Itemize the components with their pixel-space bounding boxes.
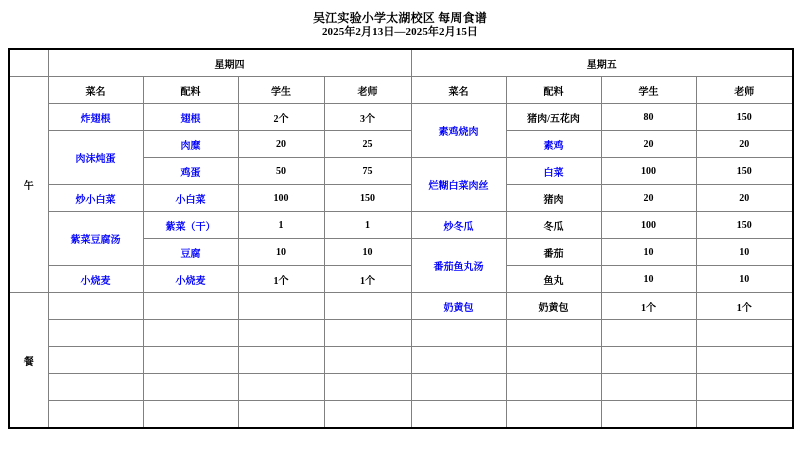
- day-header-row: [9, 49, 793, 77]
- cell-dish-thursday: [48, 374, 143, 401]
- cell-student-qty-thursday: 1: [238, 212, 324, 239]
- cell-dish-thursday: 肉沫炖蛋: [48, 131, 143, 185]
- cell-teacher-qty-friday: 10: [696, 266, 793, 293]
- cell-student-qty-thursday: 2个: [238, 104, 324, 131]
- cell-ingredient-friday: 奶黄包: [506, 293, 601, 320]
- cell-student-qty-friday: [601, 347, 696, 374]
- cell-dish-friday: 番茄鱼丸汤: [411, 239, 506, 293]
- cell-ingredient-thursday: [143, 374, 238, 401]
- date-range: 2025年2月13日—2025年2月15日: [321, 26, 479, 38]
- day-header-thursday: 星期四: [48, 49, 411, 77]
- cell-teacher-qty-friday: [696, 347, 793, 374]
- cell-dish-thursday: 炸翅根: [48, 104, 143, 131]
- cell-teacher-qty-friday: 150: [696, 104, 793, 131]
- cell-dish-friday: [411, 401, 506, 429]
- cell-student-qty-thursday: 20: [238, 131, 324, 158]
- cell-dish-thursday: [48, 320, 143, 347]
- cell-ingredient-friday: 素鸡: [506, 131, 601, 158]
- cell-teacher-qty-thursday: 25: [324, 131, 411, 158]
- cell-ingredient-thursday: 翅根: [143, 104, 238, 131]
- cell-dish-friday: 奶黄包: [411, 293, 506, 320]
- cell-student-qty-thursday: 100: [238, 185, 324, 212]
- cell-dish-friday: [411, 320, 506, 347]
- col-header-thursday-student: 学生: [238, 77, 324, 104]
- cell-teacher-qty-thursday: 10: [324, 239, 411, 266]
- cell-ingredient-friday: 番茄: [506, 239, 601, 266]
- cell-ingredient-friday: 鱼丸: [506, 266, 601, 293]
- cell-student-qty-thursday: [238, 293, 324, 320]
- table-row: [9, 347, 793, 374]
- cell-student-qty-friday: [601, 374, 696, 401]
- cell-student-qty-friday: 20: [601, 131, 696, 158]
- cell-ingredient-thursday: [143, 347, 238, 374]
- table-row: [9, 374, 793, 401]
- cell-ingredient-thursday: [143, 320, 238, 347]
- col-header-friday-ingredient: 配料: [506, 77, 601, 104]
- cell-student-qty-friday: 80: [601, 104, 696, 131]
- weekly-menu-table: [8, 48, 794, 429]
- cell-student-qty-friday: 100: [601, 212, 696, 239]
- cell-dish-friday: [411, 374, 506, 401]
- col-header-thursday-dish: 菜名: [48, 77, 143, 104]
- cell-ingredient-thursday: 小烧麦: [143, 266, 238, 293]
- cell-ingredient-friday: [506, 320, 601, 347]
- cell-teacher-qty-thursday: 150: [324, 185, 411, 212]
- cell-ingredient-friday: [506, 401, 601, 429]
- cell-dish-thursday: [48, 293, 143, 320]
- cell-dish-friday: 烂糊白菜肉丝: [411, 158, 506, 212]
- cell-student-qty-friday: 10: [601, 266, 696, 293]
- cell-ingredient-friday: [506, 374, 601, 401]
- col-header-thursday-ingredient: 配料: [143, 77, 238, 104]
- cell-ingredient-friday: 猪肉: [506, 185, 601, 212]
- table-row: [9, 212, 793, 239]
- corner-cell: [9, 49, 48, 77]
- cell-ingredient-thursday: [143, 293, 238, 320]
- title-block: [0, 0, 800, 40]
- menu-table-wrapper: [8, 48, 792, 429]
- cell-student-qty-thursday: [238, 374, 324, 401]
- col-header-friday-teacher: 老师: [696, 77, 793, 104]
- cell-ingredient-thursday: [143, 401, 238, 429]
- cell-student-qty-thursday: 50: [238, 158, 324, 185]
- cell-ingredient-thursday: 鸡蛋: [143, 158, 238, 185]
- table-row: [9, 185, 793, 212]
- table-row: [9, 131, 793, 158]
- col-header-thursday-teacher: 老师: [324, 77, 411, 104]
- cell-teacher-qty-friday: 20: [696, 131, 793, 158]
- cell-teacher-qty-thursday: 1个: [324, 266, 411, 293]
- cell-student-qty-friday: [601, 320, 696, 347]
- cell-student-qty-friday: [601, 401, 696, 429]
- col-header-friday-student: 学生: [601, 77, 696, 104]
- cell-student-qty-friday: 100: [601, 158, 696, 185]
- cell-dish-friday: [411, 347, 506, 374]
- cell-student-qty-thursday: 10: [238, 239, 324, 266]
- cell-student-qty-thursday: 1个: [238, 266, 324, 293]
- cell-dish-friday: 素鸡烧肉: [411, 104, 506, 158]
- cell-teacher-qty-friday: 20: [696, 185, 793, 212]
- cell-ingredient-friday: 冬瓜: [506, 212, 601, 239]
- cell-teacher-qty-thursday: [324, 320, 411, 347]
- cell-dish-thursday: [48, 401, 143, 429]
- cell-teacher-qty-thursday: 1: [324, 212, 411, 239]
- page-title: 吴江实验小学太湖校区 每周食谱: [312, 11, 487, 25]
- cell-student-qty-thursday: [238, 347, 324, 374]
- cell-teacher-qty-thursday: [324, 347, 411, 374]
- cell-dish-thursday: 紫菜豆腐汤: [48, 212, 143, 266]
- cell-ingredient-friday: [506, 347, 601, 374]
- cell-dish-thursday: [48, 347, 143, 374]
- cell-student-qty-thursday: [238, 401, 324, 429]
- cell-student-qty-friday: 20: [601, 185, 696, 212]
- table-row: [9, 104, 793, 131]
- cell-teacher-qty-friday: 150: [696, 158, 793, 185]
- cell-teacher-qty-thursday: 75: [324, 158, 411, 185]
- cell-teacher-qty-friday: 150: [696, 212, 793, 239]
- table-row: [9, 401, 793, 429]
- cell-student-qty-friday: 10: [601, 239, 696, 266]
- cell-dish-thursday: 炒小白菜: [48, 185, 143, 212]
- table-row: [9, 293, 793, 320]
- cell-ingredient-thursday: 肉糜: [143, 131, 238, 158]
- cell-teacher-qty-thursday: [324, 293, 411, 320]
- cell-student-qty-thursday: [238, 320, 324, 347]
- table-row: [9, 320, 793, 347]
- meal-label-lunch-top: 午: [9, 77, 48, 293]
- col-header-friday-dish: 菜名: [411, 77, 506, 104]
- cell-teacher-qty-thursday: [324, 374, 411, 401]
- cell-ingredient-thursday: 小白菜: [143, 185, 238, 212]
- day-header-friday: 星期五: [411, 49, 793, 77]
- cell-teacher-qty-thursday: 3个: [324, 104, 411, 131]
- cell-student-qty-friday: 1个: [601, 293, 696, 320]
- cell-teacher-qty-friday: [696, 401, 793, 429]
- table-row: [9, 266, 793, 293]
- cell-ingredient-friday: 猪肉/五花肉: [506, 104, 601, 131]
- cell-ingredient-friday: 白菜: [506, 158, 601, 185]
- cell-teacher-qty-friday: 1个: [696, 293, 793, 320]
- cell-dish-thursday: 小烧麦: [48, 266, 143, 293]
- cell-ingredient-thursday: 紫菜（干）: [143, 212, 238, 239]
- cell-teacher-qty-thursday: [324, 401, 411, 429]
- cell-dish-friday: 炒冬瓜: [411, 212, 506, 239]
- column-header-row: [9, 77, 793, 104]
- cell-teacher-qty-friday: [696, 320, 793, 347]
- meal-label-lunch-bottom: 餐: [9, 293, 48, 429]
- cell-teacher-qty-friday: [696, 374, 793, 401]
- cell-ingredient-thursday: 豆腐: [143, 239, 238, 266]
- cell-teacher-qty-friday: 10: [696, 239, 793, 266]
